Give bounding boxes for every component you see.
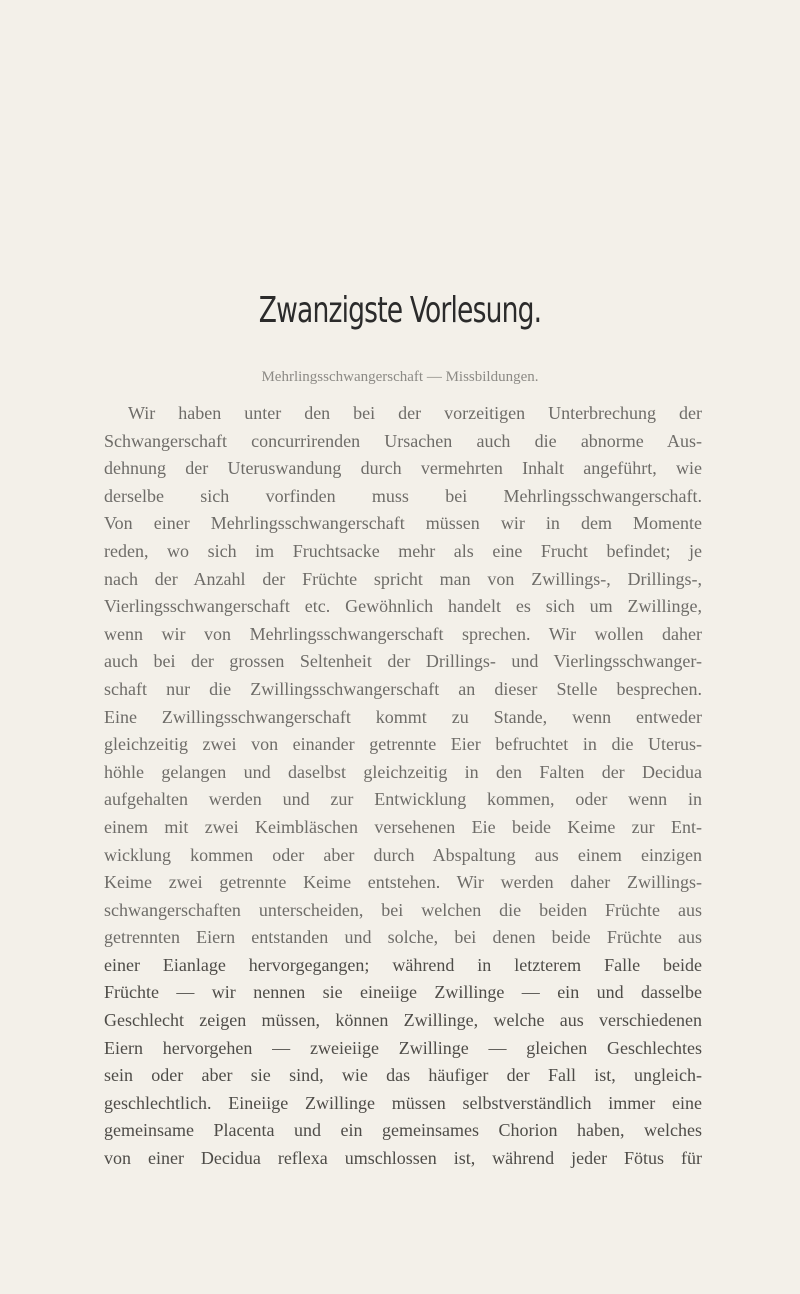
text-line: einer Eianlage hervorgegangen; während in letzterem Falle beide bbox=[104, 954, 702, 975]
text-line: schwangerschaften unterscheiden, bei welchen die beiden Früchte aus bbox=[104, 899, 702, 920]
text-line: sein oder aber sie sind, wie das häufiger der Fall ist, ungleich- bbox=[104, 1065, 702, 1086]
text-line: gleichzeitig zwei von einander getrennte Eier befruchtet in die Uterus- bbox=[104, 734, 702, 755]
text-line: höhle gelangen und daselbst gleichzeitig in den Falten der Decidua bbox=[104, 761, 702, 782]
text-line: Schwangerschaft concurrirenden Ursachen auch die abnorme Aus- bbox=[104, 430, 702, 451]
text-line: Vierlingsschwangerschaft etc. Gewöhnlich handelt es sich um Zwillinge, bbox=[104, 596, 702, 617]
text-line: nach der Anzahl der Früchte spricht man von Zwillings-, Drillings-, bbox=[104, 568, 702, 589]
text-line: einem mit zwei Keimbläschen versehenen Eie beide Keime zur Ent- bbox=[104, 816, 702, 837]
text-line: Von einer Mehrlingsschwangerschaft müssen wir in dem Momente bbox=[104, 513, 702, 534]
text-line: auch bei der grossen Seltenheit der Drillings- und Vierlingsschwanger- bbox=[104, 651, 702, 672]
text-line: gemeinsame Placenta und ein gemeinsames Chorion haben, welches bbox=[104, 1120, 702, 1141]
text-line: Früchte — wir nennen sie eineiige Zwillinge — ein und dasselbe bbox=[104, 982, 702, 1003]
text-line: Keime zwei getrennte Keime entstehen. Wir werden daher Zwillings- bbox=[104, 872, 702, 893]
text-line: derselbe sich vorfinden muss bei Mehrlingsschwangerschaft. bbox=[104, 485, 702, 506]
text-line: Eine Zwillingsschwangerschaft kommt zu Stande, wenn entweder bbox=[104, 706, 702, 727]
text-line: schaft nur die Zwillingsschwangerschaft an dieser Stelle besprechen. bbox=[104, 678, 702, 699]
text-line: reden, wo sich im Fruchtsacke mehr als eine Frucht befindet; je bbox=[104, 540, 702, 561]
text-line: getrennten Eiern entstanden und solche, bei denen beide Früchte aus bbox=[104, 927, 702, 948]
text-line: Wir haben unter den bei der vorzeitigen Unterbrechung der bbox=[128, 403, 702, 423]
chapter-subtitle: Mehrlingsschwangerschaft — Missbildungen. bbox=[261, 369, 539, 385]
text-line: wenn wir von Mehrlingsschwangerschaft sprechen. Wir wollen daher bbox=[104, 623, 702, 644]
text-line: Eiern hervorgehen — zweieiige Zwillinge — gleichen Geschlechtes bbox=[104, 1037, 702, 1058]
body-text bbox=[104, 400, 702, 1173]
text-line: dehnung der Uteruswandung durch vermehrten Inhalt angeführt, wie bbox=[104, 458, 702, 479]
text-line: von einer Decidua reflexa umschlossen ist, während jeder Fötus für bbox=[104, 1148, 702, 1169]
text-line: geschlechtlich. Eineiige Zwillinge müssen selbstverständlich immer eine bbox=[104, 1092, 702, 1113]
text-line: wicklung kommen oder aber durch Abspaltung aus einem einzigen bbox=[104, 844, 702, 865]
text-line: aufgehalten werden und zur Entwicklung kommen, oder wenn in bbox=[104, 789, 702, 810]
text-line: Geschlecht zeigen müssen, können Zwillinge, welche aus verschiedenen bbox=[104, 1010, 702, 1031]
chapter-title: Zwanzigste Vorlesung. bbox=[258, 290, 542, 331]
